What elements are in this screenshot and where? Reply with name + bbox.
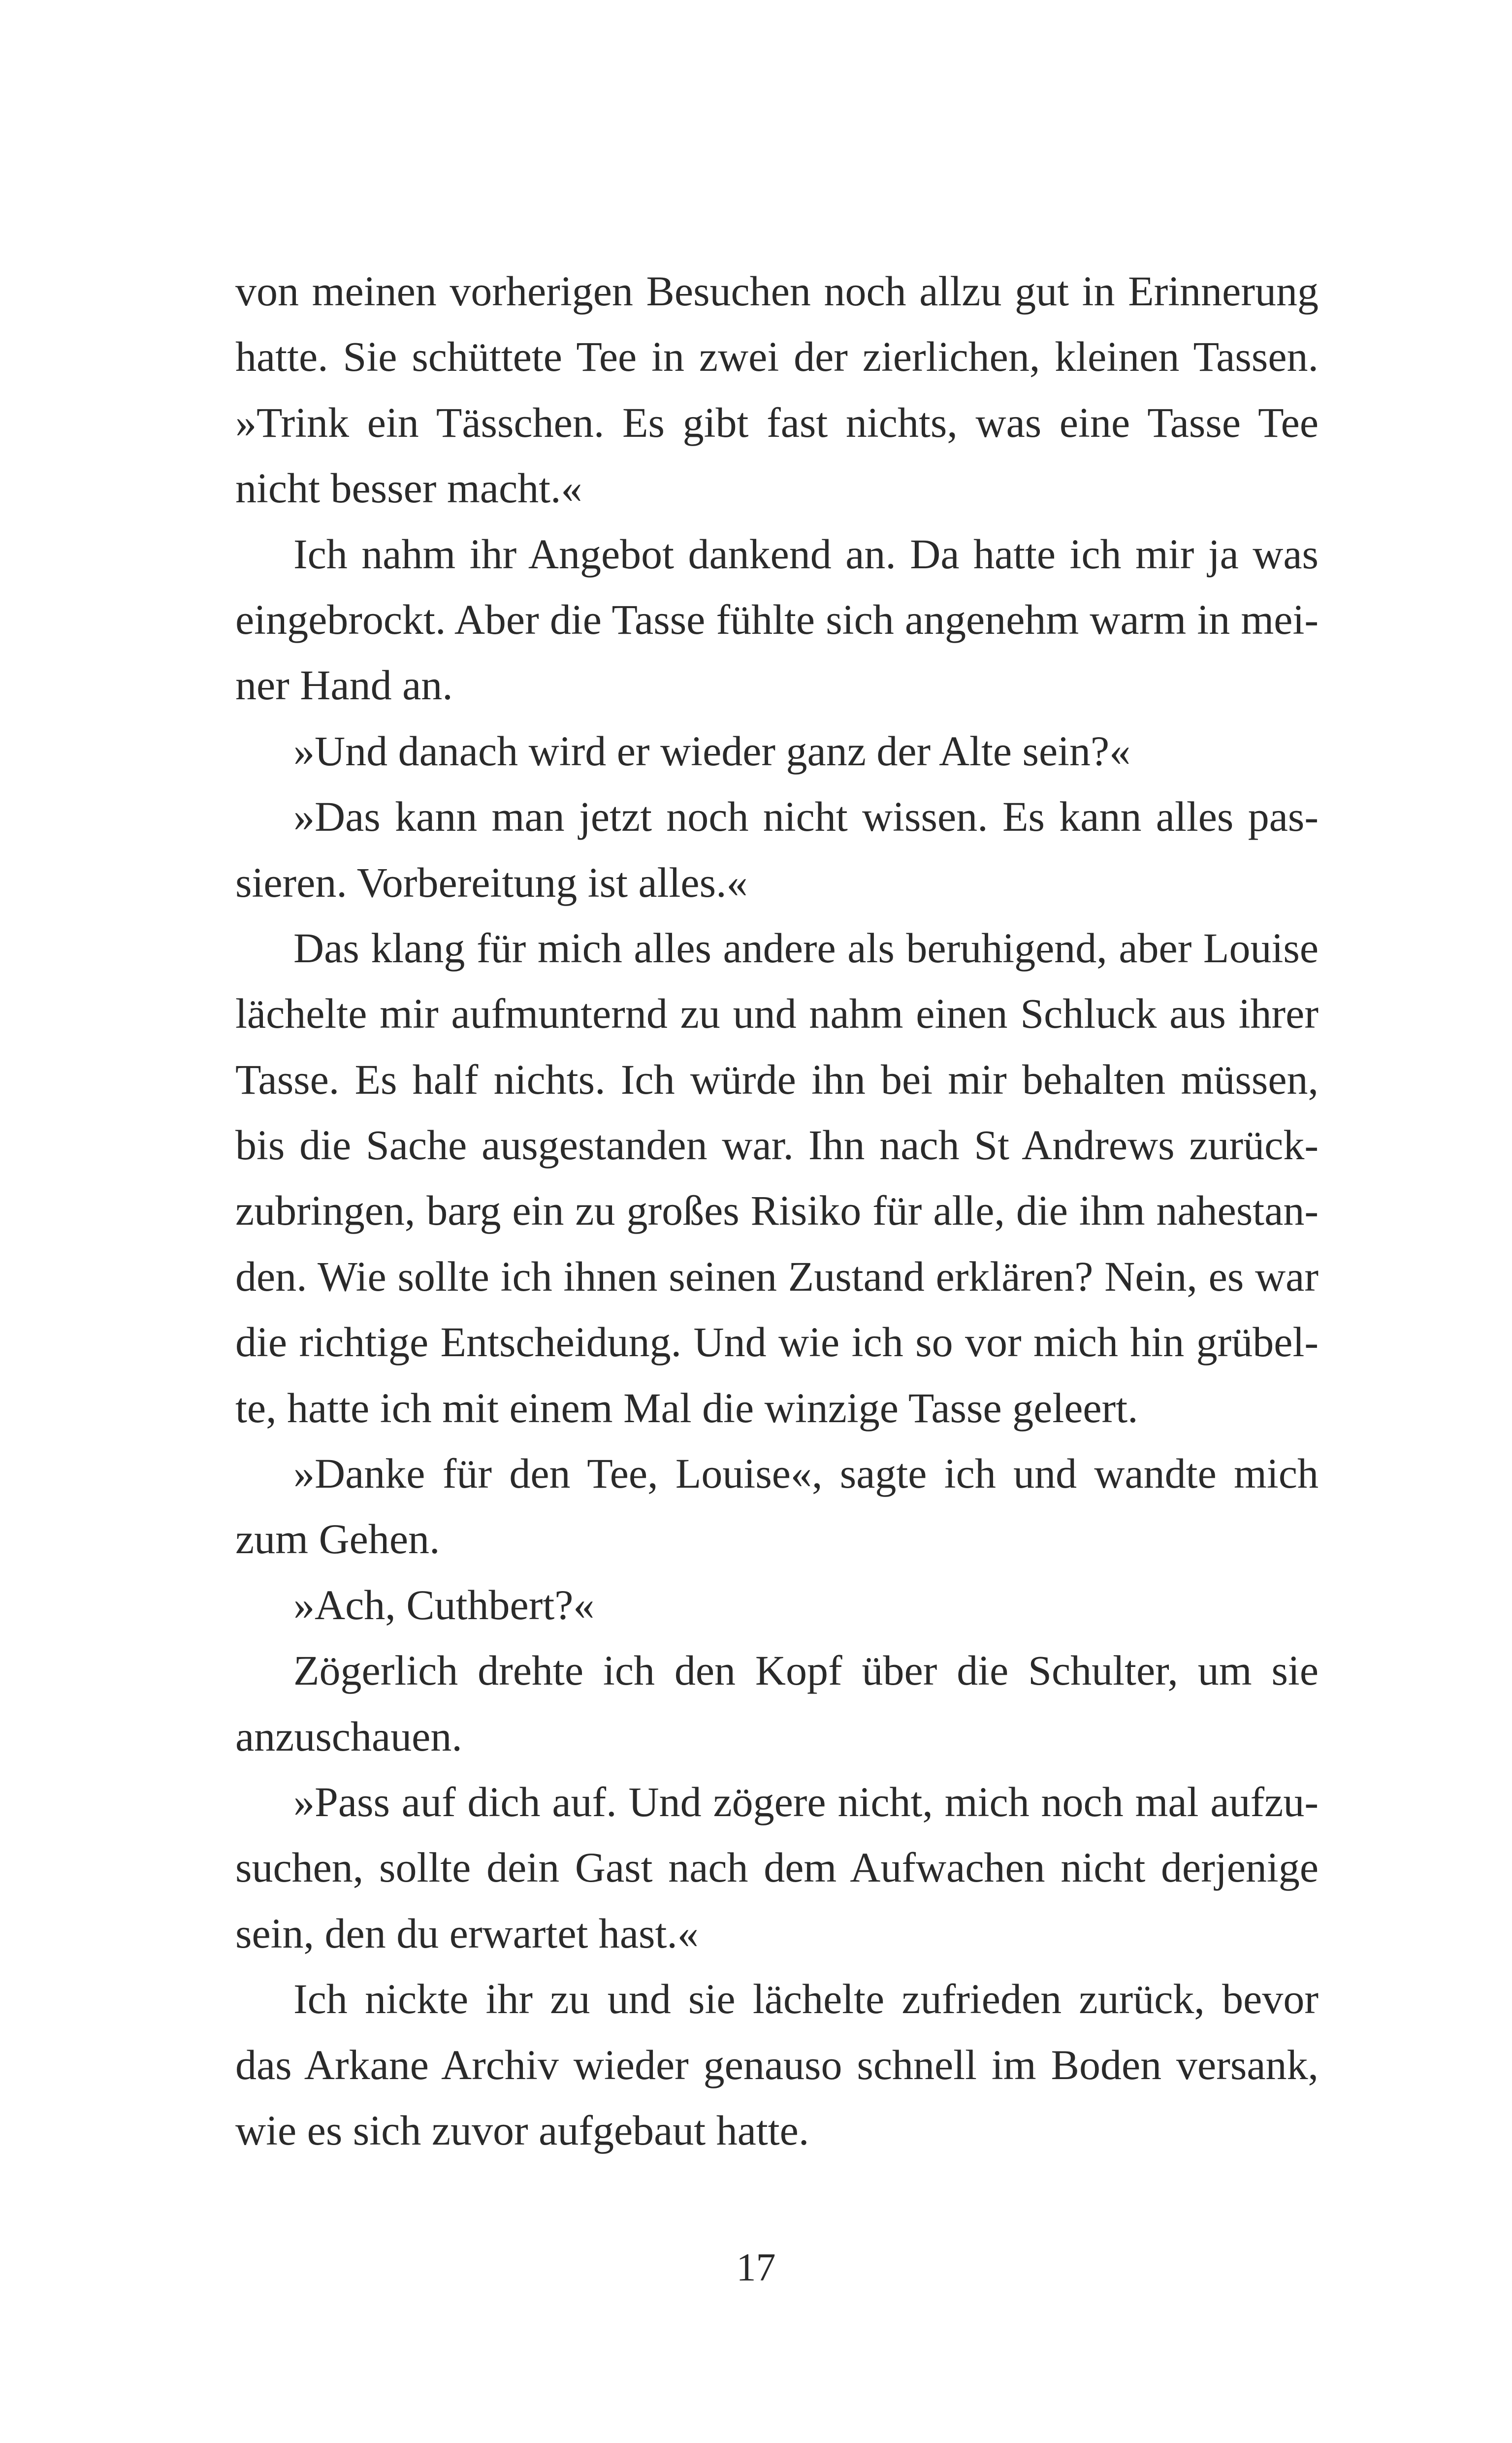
text-line: von meinen vorherigen Besuchen noch allzu gut in Erinnerung xyxy=(235,267,1319,315)
text-line: Ich nickte ihr zu und sie lächelte zufrieden zurück, bevor xyxy=(293,1975,1319,2023)
text-line: zum Gehen. xyxy=(235,1515,440,1563)
text-line: »Trink ein Tässchen. Es gibt fast nichts, was eine Tasse Tee xyxy=(235,398,1319,446)
text-line: das Arkane Archiv wieder genauso schnell im Boden versank, xyxy=(235,2041,1319,2088)
text-line: te, hatte ich mit einem Mal die winzige Tasse geleert. xyxy=(235,1384,1138,1432)
text-line: wie es sich zuvor aufgebaut hatte. xyxy=(235,2106,809,2154)
text-line: Zögerlich drehte ich den Kopf über die Schulter, um sie xyxy=(293,1647,1319,1694)
text-line: Das klang für mich alles andere als beruhigend, aber Louise xyxy=(293,924,1319,972)
text-line: lächelte mir aufmunternd zu und nahm einen Schluck aus ihrer xyxy=(235,990,1319,1038)
text-line: »Und danach wird er wieder ganz der Alte sein?« xyxy=(293,727,1131,775)
page-number: 17 xyxy=(736,2246,776,2289)
text-line: bis die Sache ausgestanden war. Ihn nach St Andrews zurück- xyxy=(235,1121,1319,1169)
text-line: Ich nahm ihr Angebot dankend an. Da hatte ich mir ja was xyxy=(293,530,1319,578)
body-text xyxy=(235,259,1319,2163)
text-line: suchen, sollte dein Gast nach dem Aufwachen nicht derjenige xyxy=(235,1844,1319,1891)
text-line: »Pass auf dich auf. Und zögere nicht, mich noch mal aufzu- xyxy=(293,1778,1319,1825)
text-line: anzuschauen. xyxy=(235,1712,462,1760)
text-line: hatte. Sie schüttete Tee in zwei der zierlichen, kleinen Tassen. xyxy=(235,333,1319,381)
text-line: nicht besser macht.« xyxy=(235,464,582,512)
text-line: eingebrockt. Aber die Tasse fühlte sich angenehm warm in mei- xyxy=(235,595,1319,643)
text-line: »Ach, Cuthbert?« xyxy=(293,1581,595,1629)
text-line: sieren. Vorbereitung ist alles.« xyxy=(235,858,748,906)
text-line: »Das kann man jetzt noch nicht wissen. Es kann alles pas- xyxy=(293,793,1319,841)
text-line: »Danke für den Tee, Louise«, sagte ich und wandte mich xyxy=(293,1450,1319,1498)
text-line: zubringen, barg ein zu großes Risiko für alle, die ihm nahestan- xyxy=(235,1187,1319,1235)
text-line: sein, den du erwartet hast.« xyxy=(235,1909,699,1957)
text-line: den. Wie sollte ich ihnen seinen Zustand erklären? Nein, es war xyxy=(235,1252,1319,1300)
text-line: ner Hand an. xyxy=(235,661,453,709)
text-line: die richtige Entscheidung. Und wie ich so vor mich hin grübel- xyxy=(235,1318,1319,1366)
text-line: Tasse. Es half nichts. Ich würde ihn bei mir behalten müssen, xyxy=(235,1055,1319,1103)
